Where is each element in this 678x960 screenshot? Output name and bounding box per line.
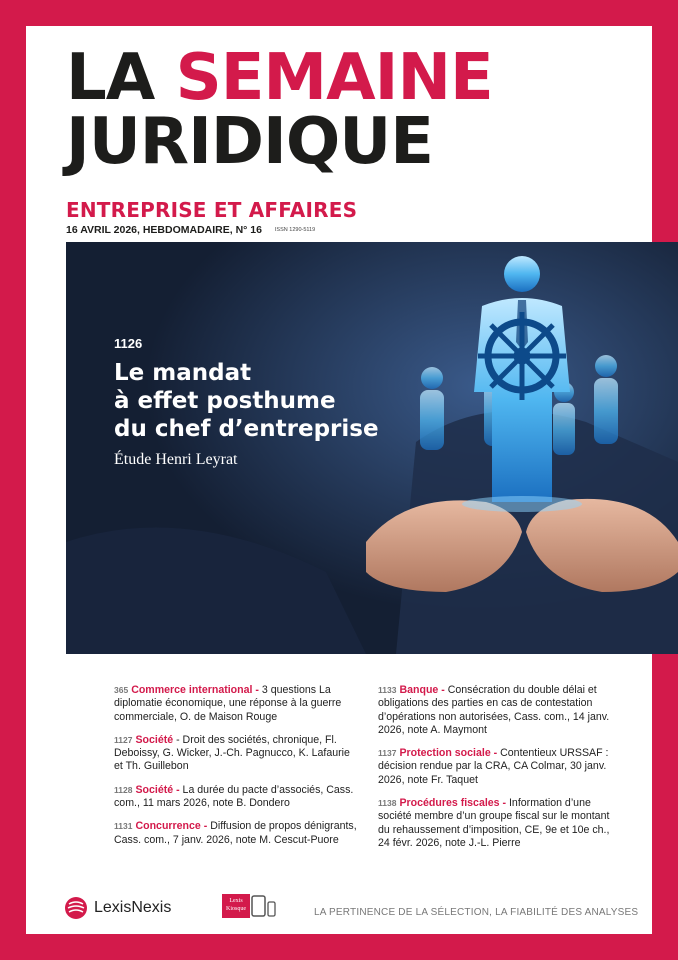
cover-story-number: 1126 (114, 336, 143, 351)
masthead-line-2: JURIDIQUE (66, 105, 433, 179)
masthead-line-1 (66, 41, 493, 115)
toc-entry[interactable] (378, 797, 618, 850)
toc-entry[interactable] (114, 820, 360, 847)
toc-keyword: Concurrence - (135, 820, 208, 833)
cover-story (114, 336, 379, 469)
toc-keyword: Procédures fiscales - (399, 797, 507, 810)
cover-title-line: à effet posthume (114, 388, 336, 415)
publisher-logo[interactable] (64, 896, 171, 920)
toc-number: 1127 (114, 734, 133, 745)
toc-text: Contentieux URSSAF : décision rendue par la CRA, CA Colmar, 30 janv. 2026, note Fr. Taquet (378, 747, 609, 786)
publisher-name: LexisNexis (94, 899, 172, 916)
toc-number: 1128 (114, 784, 133, 795)
toc-keyword: Société (135, 733, 174, 746)
toc-number: 1138 (378, 798, 397, 809)
toc-number: 1137 (378, 748, 397, 759)
slogan: LA PERTINENCE DE LA SÉLECTION, LA FIABILITÉ DES ANALYSES (314, 907, 639, 918)
toc-entry[interactable] (114, 684, 360, 724)
toc-number: 1133 (378, 685, 397, 695)
tablet-icon (250, 894, 276, 918)
toc-keyword: Commerce international - (131, 684, 259, 696)
toc-text: 3 questions La diplomatie économique, une réponse à la guerre commerciale, O. de Maison Rouge (114, 684, 342, 723)
cover-story-title (114, 359, 379, 443)
ship-wheel-icon (478, 312, 566, 400)
toc-entry[interactable] (114, 734, 360, 774)
toc-entry[interactable] (114, 784, 360, 811)
lexisnexis-logo-icon (64, 896, 88, 920)
cover-image (66, 242, 678, 654)
toc-text: Consécration du double délai et obligations des parties en cas de contestation d’opérations non autorisées, Cass. com., 14 janv. 2026, note A. Maymont (378, 684, 610, 736)
masthead-la: LA (66, 41, 155, 115)
toc-entry[interactable] (378, 684, 618, 737)
lexis-kiosque-badge[interactable] (222, 894, 276, 918)
toc-keyword: Banque - (399, 684, 445, 696)
cover-title-line: du chef d’entreprise (114, 416, 379, 443)
toc-entry[interactable] (378, 747, 618, 787)
toc-number: 1131 (114, 821, 133, 832)
footer (26, 880, 652, 930)
kiosque-line-2: Kiosque (226, 906, 246, 912)
toc-number: 365 (114, 685, 129, 695)
toc-keyword: Société - (135, 783, 180, 796)
toc-text: La durée du pacte d’associés, Cass. com., 11 mars 2026, note B. Dondero (114, 783, 354, 810)
toc-text: Diffusion de propos dénigrants, Cass. com., 7 janv. 2026, note M. Cescut-Puore (114, 820, 357, 846)
dateline (66, 224, 315, 236)
toc-right-column (378, 684, 618, 860)
issue-date: 16 AVRIL 2026, HEBDOMADAIRE, N° 16 (66, 224, 262, 236)
kiosque-box (222, 894, 250, 918)
section-title: ENTREPRISE ET AFFAIRES (66, 198, 358, 222)
phone-icon (268, 902, 275, 916)
masthead-semaine: SEMAINE (175, 41, 493, 115)
kiosque-line-1: Lexis (229, 898, 243, 904)
issn: ISSN 1290-5119 (274, 227, 316, 234)
toc-text: Information d’une société membre d’un groupe fiscal sur le montant du rehaussement d’imposition, CE, 9e et 10e ch., 24 févr. 2026, note J.-L. Pierre (378, 797, 610, 849)
toc-left-column (114, 684, 360, 857)
cover-title-line: Le mandat (114, 360, 252, 386)
cover-story-author: Étude Henri Leyrat (114, 451, 238, 469)
cover-sheet (26, 26, 652, 934)
toc-text: - Droit des sociétés, chronique, Fl. Deboissy, G. Wicker, J.-Ch. Pagnucco, K. Lafaurie et Th. Guillebon (114, 733, 350, 773)
toc-keyword: Protection sociale - (399, 747, 498, 760)
